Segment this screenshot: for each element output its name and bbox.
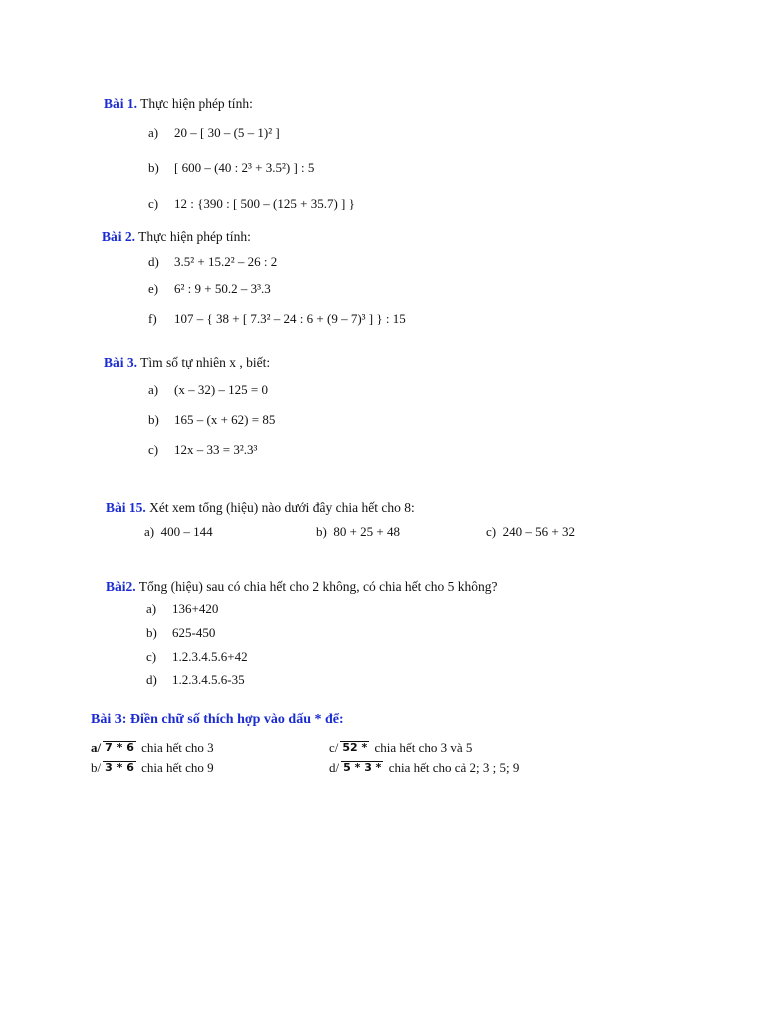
overline-number: 5 * 3 * xyxy=(343,761,382,774)
bai3-item-b: b) 165 – (x + 62) = 85 xyxy=(148,412,276,427)
expression: 6² : 9 + 50.2 – 3³.3 xyxy=(174,281,271,296)
overline-number: 52 * xyxy=(342,741,368,754)
bai1-item-b: b) [ 600 – (40 : 2³ + 3.5²) ] : 5 xyxy=(148,160,315,175)
bai2-item-e: e) 6² : 9 + 50.2 – 3³.3 xyxy=(148,281,271,296)
bai2-text: Thực hiện phép tính: xyxy=(135,229,251,244)
bai15-label: Bài 15. xyxy=(106,500,146,515)
bai1-item-a: a) 20 – [ 30 – (5 – 1)² ] xyxy=(148,125,280,140)
bai2-title xyxy=(102,229,251,245)
bai2b-item-a: a) 136+420 xyxy=(146,601,219,616)
bai1-title xyxy=(104,96,253,112)
expression: 107 – { 38 + [ 7.3² – 24 : 6 + (9 – 7)³ ] } : 15 xyxy=(174,311,406,326)
expression: 12x – 33 = 3².3³ xyxy=(174,442,258,457)
bai2b-title xyxy=(106,579,498,595)
bai2b-item-b: b) 625-450 xyxy=(146,625,216,640)
bai2-label: Bài 2. xyxy=(102,229,136,244)
expression: 240 – 56 + 32 xyxy=(502,524,575,539)
expression: [ 600 – (40 : 2³ + 3.5²) ] : 5 xyxy=(174,160,315,175)
expression: 80 + 25 + 48 xyxy=(333,524,401,539)
expression: 12 : {390 : [ 500 – (125 + 35.7) ] } xyxy=(174,196,355,211)
expression: 625-450 xyxy=(172,625,216,640)
bai15-item-c: c) 240 – 56 + 32 xyxy=(486,524,575,539)
bai2-item-f: f) 107 – { 38 + [ 7.3² – 24 : 6 + (9 – 7)³ ] } : 15 xyxy=(148,311,406,326)
bai2b-item-c: c) 1.2.3.4.5.6+42 xyxy=(146,649,248,664)
expression: 1.2.3.4.5.6-35 xyxy=(172,672,245,687)
bai15-item-b: b) 80 + 25 + 48 xyxy=(316,524,401,539)
expression: 400 – 144 xyxy=(160,524,213,539)
expression: (x – 32) – 125 = 0 xyxy=(174,382,268,397)
bai3-label: Bài 3. xyxy=(104,355,138,370)
overline-number: 7 * 6 xyxy=(105,741,134,754)
bai3b-title: Bài 3: Điền chữ số thích hợp vào dấu * để: xyxy=(91,712,344,727)
expression: 3.5² + 15.2² – 26 : 2 xyxy=(174,254,278,269)
bai3b-item-b: b/ 3 * 6 chia hết cho 9 xyxy=(91,760,214,775)
bai3-text: Tìm số tự nhiên x , biết: xyxy=(137,355,271,370)
bai3-title xyxy=(104,355,270,371)
overline-number: 3 * 6 xyxy=(105,761,134,774)
expression: 136+420 xyxy=(172,601,219,616)
expression: 20 – [ 30 – (5 – 1)² ] xyxy=(174,125,280,140)
expression: 1.2.3.4.5.6+42 xyxy=(172,649,248,664)
bai2b-label: Bài2. xyxy=(106,579,136,594)
bai15-item-a: a) 400 – 144 xyxy=(144,524,213,539)
bai2b-item-d: d) 1.2.3.4.5.6-35 xyxy=(146,672,245,687)
expression: 165 – (x + 62) = 85 xyxy=(174,412,276,427)
bai15-text: Xét xem tổng (hiệu) nào dưới đây chia hết cho 8: xyxy=(145,500,415,515)
bai2b-text: Tổng (hiệu) sau có chia hết cho 2 không, có chia hết cho 5 không? xyxy=(135,579,498,594)
bai3b-item-a: a/ 7 * 6 chia hết cho 3 xyxy=(91,740,214,755)
bai1-text: Thực hiện phép tính: xyxy=(137,96,253,111)
bai3-item-a: a) (x – 32) – 125 = 0 xyxy=(148,382,268,397)
bai15-title xyxy=(106,500,415,516)
bai2-item-d: d) 3.5² + 15.2² – 26 : 2 xyxy=(148,254,278,269)
bai3b-item-c: c/ 52 * chia hết cho 3 và 5 xyxy=(329,740,473,755)
bai1-item-c: c) 12 : {390 : [ 500 – (125 + 35.7) ] } xyxy=(148,196,355,211)
bai3-item-c: c) 12x – 33 = 3².3³ xyxy=(148,442,258,457)
bai3b-item-d: d/ 5 * 3 * chia hết cho cả 2; 3 ; 5; 9 xyxy=(329,760,520,775)
bai1-label: Bài 1. xyxy=(104,96,138,111)
